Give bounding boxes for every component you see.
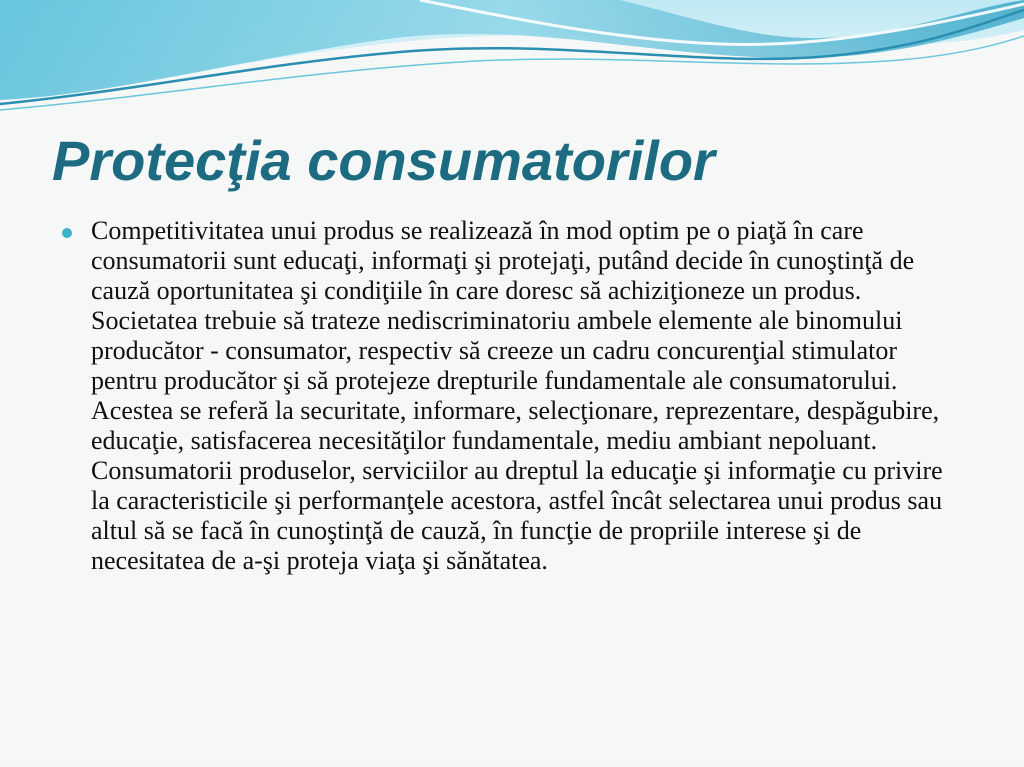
- header-wave-decoration: [0, 0, 1024, 120]
- content-body: [62, 216, 962, 576]
- bullet-text: Competitivitatea unui produs se realizează în mod optim pe o piaţă în care consumatorii sunt educaţi, informaţi şi protejaţi, putând decide în cunoştinţă de cauză oportunitatea şi condiţiile în care doresc să achiziţioneze un produs. Societatea trebuie să trateze nediscriminatoriu ambele elemente ale binomului producător - consumator, respectiv să creeze un cadru concurenţial stimulator pentru producător şi să protejeze drepturile fundamentale ale consumatorului. Acestea se referă la securitate, informare, selecţionare, reprezentare, despăgubire, educaţie, satisfacerea necesităţilor fundamentale, mediu ambiant nepoluant. Consumatorii produselor, serviciilor au dreptul la educaţie şi informaţie cu privire la caracteristicile şi performanţele acestora, astfel încât selectarea unui produs sau altul să se facă în cunoştinţă de cauză, în funcţie de propriile interese şi de necesitatea de a-şi proteja viaţa şi sănătatea.: [91, 216, 943, 575]
- bullet-dot-icon: [62, 228, 72, 238]
- bullet-item: [62, 216, 962, 576]
- page-title: Protecţia consumatorilor: [52, 129, 715, 192]
